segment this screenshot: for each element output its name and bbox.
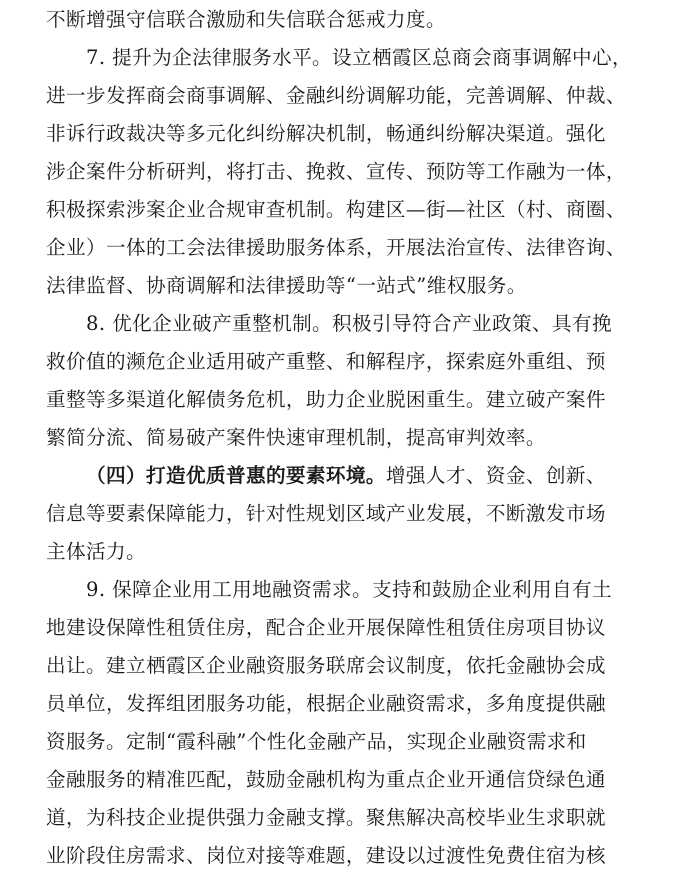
text-line: 7. 提升为企法律服务水平。设立栖霞区总商会商事调解中心， — [86, 46, 632, 69]
text-line: 员单位，发挥组团服务功能，根据企业融资需求，多角度提供融 — [46, 692, 606, 715]
text-line: 主体活力。 — [46, 540, 146, 563]
text-line: 9. 保障企业用工用地融资需求。支持和鼓励企业利用自有土 — [86, 578, 612, 601]
text-line: 积极探索涉案企业合规审查机制。构建区—街—社区（村、商圈、 — [46, 198, 626, 221]
text-line: 非诉行政裁决等多元化纠纷解决机制，畅通纠纷解决渠道。强化 — [46, 122, 606, 145]
text-line: 信息等要素保障能力，针对性规划区域产业发展，不断激发市场 — [46, 502, 606, 525]
text-line: 金融服务的精准匹配，鼓励金融机构为重点企业开通信贷绿色通 — [46, 768, 606, 791]
text-line: 地建设保障性租赁住房，配合企业开展保障性租赁住房项目协议 — [46, 616, 606, 639]
text-line: 繁简分流、简易破产案件快速审理机制，提高审判效率。 — [46, 426, 546, 449]
section-heading-title: （四）打造优质普惠的要素环境。 — [86, 464, 386, 487]
text-line: 不断增强守信联合激励和失信联合惩戒力度。 — [46, 8, 446, 31]
text-line: 法律监督、协商调解和法律援助等“一站式”维权服务。 — [46, 274, 527, 297]
section-heading-line — [86, 458, 680, 494]
text-line: 资服务。定制“霞科融”个性化金融产品，实现企业融资需求和 — [46, 730, 587, 753]
text-line: 8. 优化企业破产重整机制。积极引导符合产业政策、具有挽 — [86, 312, 612, 335]
text-line: 进一步发挥商会商事调解、金融纠纷调解功能，完善调解、仲裁、 — [46, 84, 626, 107]
section-heading-rest: 增强人才、资金、创新、 — [385, 464, 606, 487]
text-line: 救价值的濒危企业适用破产重整、和解程序，探索庭外重组、预 — [46, 350, 606, 373]
text-line: 出让。建立栖霞区企业融资服务联席会议制度，依托金融协会成 — [46, 654, 606, 677]
text-line: 企业）一体的工会法律援助服务体系，开展法治宣传、法律咨询、 — [46, 236, 626, 259]
text-line: 重整等多渠道化解债务危机，助力企业脱困重生。建立破产案件 — [46, 388, 606, 411]
text-line: 道，为科技企业提供强力金融支撑。聚焦解决高校毕业生求职就 — [46, 806, 606, 829]
text-line: 业阶段住房需求、岗位对接等难题，建设以过渡性免费住宿为核 — [46, 844, 606, 867]
text-line: 涉企案件分析研判，将打击、挽救、宣传、预防等工作融为一体， — [46, 160, 626, 183]
